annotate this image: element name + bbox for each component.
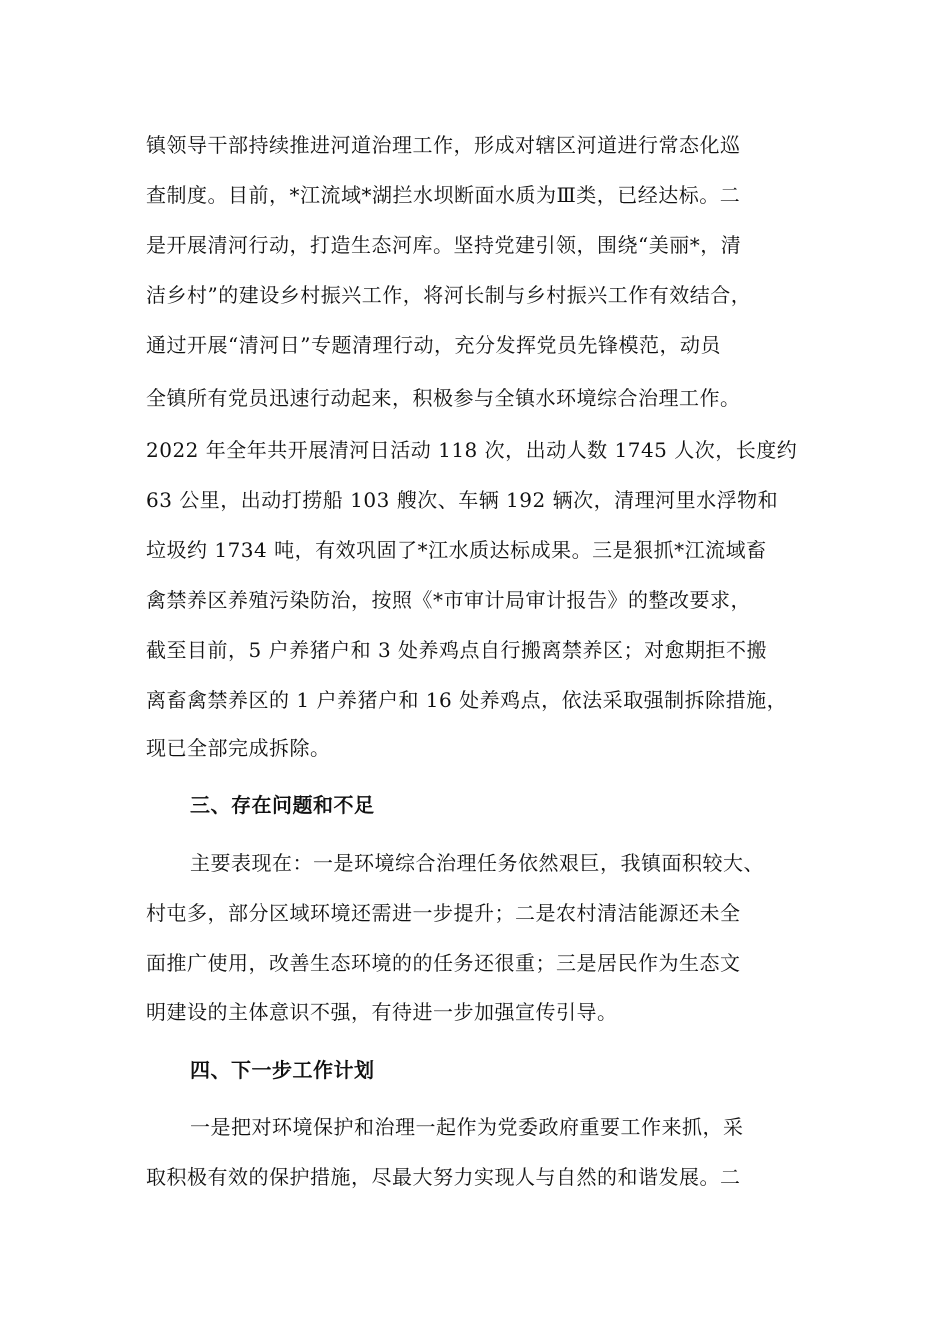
body-text-line: 是开展清河行动，打造生态河库。坚持党建引领，围绕“美丽*，清 (146, 233, 742, 257)
body-text-line: 通过开展“清河日”专题清理行动，充分发挥党员先锋模范，动员 (146, 333, 721, 357)
body-text-line: 全镇所有党员迅速行动起来，积极参与全镇水环境综合治理工作。 (146, 386, 741, 410)
body-text-line: 垃圾约 1734 吨，有效巩固了*江水质达标成果。三是狠抓*江流域畜 (146, 538, 767, 562)
body-text-line: 取积极有效的保护措施，尽最大努力实现人与自然的和谐发展。二 (146, 1165, 741, 1189)
body-text-line: 63 公里，出动打捞船 103 艘次、车辆 192 辆次，清理河里水浮物和 (146, 488, 779, 512)
body-text-line: 明建设的主体意识不强，有待进一步加强宣传引导。 (146, 1000, 618, 1024)
body-text-line: 禽禁养区养殖污染防治，按照《*市审计局审计报告》的整改要求， (146, 588, 751, 612)
body-text-line: 面推广使用，改善生态环境的的任务还很重；三是居民作为生态文 (146, 951, 741, 975)
body-text-line: 主要表现在：一是环境综合治理任务依然艰巨，我镇面积较大、 (190, 851, 764, 875)
body-text-line: 2022 年全年共开展清河日活动 118 次，出动人数 1745 人次，长度约 (146, 438, 798, 462)
body-text-line: 村屯多，部分区域环境还需进一步提升；二是农村清洁能源还未全 (146, 901, 741, 925)
body-text-line: 镇领导干部持续推进河道治理工作，形成对辖区河道进行常态化巡 (146, 133, 741, 157)
section-heading: 四、下一步工作计划 (190, 1058, 375, 1082)
body-text-line: 洁乡村”的建设乡村振兴工作，将河长制与乡村振兴工作有效结合， (146, 283, 752, 307)
body-text-line: 截至目前，5 户养猪户和 3 处养鸡点自行搬离禁养区；对愈期拒不搬 (146, 638, 768, 662)
section-heading: 三、存在问题和不足 (190, 793, 375, 817)
body-text-line: 一是把对环境保护和治理一起作为党委政府重要工作来抓，采 (190, 1115, 744, 1139)
body-text-line: 离畜禽禁养区的 1 户养猪户和 16 处养鸡点，依法采取强制拆除措施， (146, 688, 788, 712)
body-text-line: 查制度。目前，*江流域*湖拦水坝断面水质为Ⅲ类，已经达标。二 (146, 183, 741, 207)
body-text-line: 现已全部完成拆除。 (146, 736, 331, 760)
